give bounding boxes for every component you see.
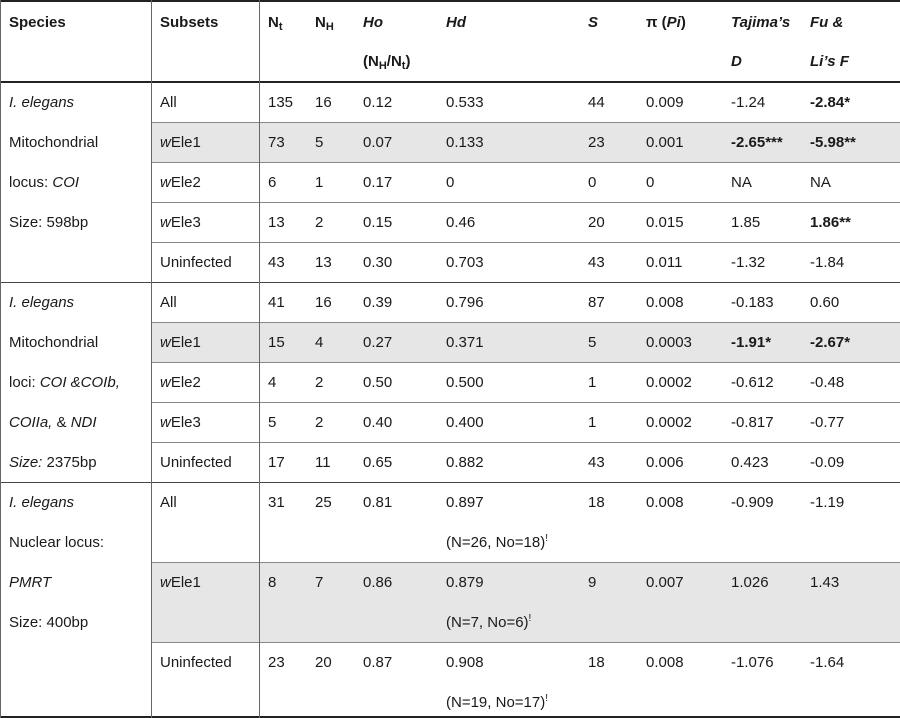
- table-top-rule: [0, 0, 900, 2]
- cell-pi: 0.007: [646, 574, 684, 591]
- species-label-line: Size: 400bp: [9, 614, 89, 631]
- cell-nt: 17: [268, 454, 285, 471]
- cell-ho: 0.30: [363, 254, 393, 271]
- header-fuli-2: Li’s F: [810, 53, 849, 70]
- row-divider: [151, 322, 900, 323]
- cell-nt: 43: [268, 254, 285, 271]
- cell-pi: 0.0002: [646, 374, 692, 391]
- header-species: Species: [9, 14, 66, 31]
- cell-ho: 0.15: [363, 214, 393, 231]
- header-tajima: Tajima’s: [731, 14, 791, 31]
- group-divider: [0, 282, 900, 283]
- cell-pi: 0.008: [646, 294, 684, 311]
- cell-pi: 0.0002: [646, 414, 692, 431]
- cell-nh: 2: [315, 214, 324, 231]
- cell-tajima: -1.24: [731, 94, 766, 111]
- cell-tajima: -2.65***: [731, 134, 783, 151]
- cell-nh: 2: [315, 374, 324, 391]
- cell-pi: 0: [646, 174, 655, 191]
- header-tajima-2: D: [731, 53, 742, 70]
- row-divider: [151, 442, 900, 443]
- row-divider: [151, 402, 900, 403]
- row-divider: [151, 162, 900, 163]
- cell-s: 18: [588, 494, 605, 511]
- cell-fuli: 1.43: [810, 574, 840, 591]
- cell-s: 1: [588, 414, 597, 431]
- row-divider: [151, 202, 900, 203]
- cell-nt: 6: [268, 174, 277, 191]
- cell-tajima: -0.183: [731, 294, 774, 311]
- cell-nt: 135: [268, 94, 294, 111]
- cell-hd-note: (N=19, No=17)!: [446, 693, 549, 711]
- cell-pi: 0.006: [646, 454, 684, 471]
- cell-hd: 0.533: [446, 94, 484, 111]
- cell-tajima: -0.612: [731, 374, 774, 391]
- header-hd: Hd: [446, 14, 466, 31]
- species-label-line: COIIa, & NDI: [9, 414, 97, 431]
- cell-fuli: -0.48: [810, 374, 845, 391]
- subset-cell: wEle3: [160, 414, 201, 431]
- cell-fuli: -1.19: [810, 494, 845, 511]
- species-column-divider: [151, 0, 152, 718]
- cell-nh: 1: [315, 174, 324, 191]
- cell-nh: 4: [315, 334, 324, 351]
- subset-column-divider: [259, 0, 260, 718]
- cell-ho: 0.40: [363, 414, 393, 431]
- cell-s: 0: [588, 174, 597, 191]
- cell-pi: 0.011: [646, 254, 683, 271]
- cell-hd: 0.879: [446, 574, 484, 591]
- cell-nt: 73: [268, 134, 285, 151]
- subset-cell: Uninfected: [160, 654, 232, 671]
- subset-cell: wEle1: [160, 574, 201, 591]
- cell-s: 43: [588, 254, 605, 271]
- cell-ho: 0.27: [363, 334, 393, 351]
- cell-nt: 31: [268, 494, 285, 511]
- row-divider: [151, 642, 900, 643]
- cell-s: 1: [588, 374, 597, 391]
- header-ho-formula: $(N_H/N_t)$: [363, 53, 411, 72]
- cell-fuli: -0.77: [810, 414, 845, 431]
- row-divider: [151, 122, 900, 123]
- subset-cell: Uninfected: [160, 254, 232, 271]
- cell-ho: 0.12: [363, 94, 393, 111]
- subset-cell: wEle1: [160, 134, 201, 151]
- cell-tajima: 1.026: [731, 574, 769, 591]
- cell-nt: 41: [268, 294, 285, 311]
- cell-pi: 0.015: [646, 214, 684, 231]
- subset-cell: wEle2: [160, 374, 201, 391]
- cell-hd: 0.703: [446, 254, 484, 271]
- cell-nh: 25: [315, 494, 332, 511]
- cell-ho: 0.87: [363, 654, 393, 671]
- cell-tajima: -1.076: [731, 654, 774, 671]
- cell-tajima: 1.85: [731, 214, 761, 231]
- cell-s: 5: [588, 334, 597, 351]
- subset-cell: wEle3: [160, 214, 201, 231]
- cell-nh: 16: [315, 294, 332, 311]
- cell-ho: 0.50: [363, 374, 393, 391]
- species-label-line: locus: COI: [9, 174, 80, 191]
- cell-s: 23: [588, 134, 605, 151]
- row-divider: [151, 562, 900, 563]
- cell-fuli: NA: [810, 174, 831, 191]
- header-nt: $N_t$: [268, 14, 283, 33]
- cell-pi: 0.0003: [646, 334, 692, 351]
- cell-fuli: 1.86**: [810, 214, 851, 231]
- cell-ho: 0.81: [363, 494, 393, 511]
- cell-nh: 13: [315, 254, 332, 271]
- species-label-line: Size: 598bp: [9, 214, 89, 231]
- cell-nh: 5: [315, 134, 324, 151]
- cell-ho: 0.65: [363, 454, 393, 471]
- cell-tajima: -1.91*: [731, 334, 772, 351]
- header-nh: $N_H$: [315, 14, 334, 33]
- cell-hd: 0.400: [446, 414, 484, 431]
- subset-cell: All: [160, 494, 177, 511]
- cell-s: 18: [588, 654, 605, 671]
- cell-nt: 23: [268, 654, 285, 671]
- species-label-line: I. elegans: [9, 494, 75, 511]
- cell-fuli: -1.64: [810, 654, 845, 671]
- cell-hd: 0.500: [446, 374, 484, 391]
- cell-pi: 0.001: [646, 134, 684, 151]
- cell-pi: 0.009: [646, 94, 684, 111]
- species-label-line: PMRT: [9, 574, 52, 591]
- cell-nh: 11: [315, 454, 331, 471]
- row-divider: [151, 242, 900, 243]
- cell-hd: 0.897: [446, 494, 484, 511]
- cell-fuli: -2.84*: [810, 94, 851, 111]
- cell-hd: 0.908: [446, 654, 484, 671]
- cell-hd-note: (N=7, No=6)!: [446, 613, 532, 631]
- cell-nh: 7: [315, 574, 324, 591]
- species-label-line: I. elegans: [9, 94, 75, 111]
- group-divider: [0, 482, 900, 483]
- cell-nt: 5: [268, 414, 277, 431]
- header-ho: Ho: [363, 14, 383, 31]
- cell-tajima: 0.423: [731, 454, 769, 471]
- header-pi: π (Pi): [646, 14, 686, 31]
- species-label-line: Nuclear locus:: [9, 534, 105, 551]
- cell-hd: 0.46: [446, 214, 476, 231]
- cell-ho: 0.39: [363, 294, 393, 311]
- cell-hd: 0.371: [446, 334, 484, 351]
- left-border: [0, 0, 1, 718]
- cell-nh: 16: [315, 94, 332, 111]
- cell-ho: 0.86: [363, 574, 393, 591]
- subset-cell: All: [160, 94, 177, 111]
- species-label-line: Size: 2375bp: [9, 454, 97, 471]
- cell-hd: 0.133: [446, 134, 484, 151]
- species-label-line: Mitochondrial: [9, 334, 99, 351]
- cell-nt: 15: [268, 334, 285, 351]
- cell-tajima: -0.909: [731, 494, 774, 511]
- cell-s: 20: [588, 214, 605, 231]
- cell-fuli: -1.84: [810, 254, 845, 271]
- cell-hd: 0.796: [446, 294, 484, 311]
- cell-nt: 4: [268, 374, 277, 391]
- cell-hd-note: (N=26, No=18)!: [446, 533, 549, 551]
- cell-tajima: NA: [731, 174, 752, 191]
- cell-hd: 0.882: [446, 454, 484, 471]
- cell-ho: 0.17: [363, 174, 393, 191]
- cell-hd: 0: [446, 174, 455, 191]
- cell-pi: 0.008: [646, 654, 684, 671]
- header-subsets: Subsets: [160, 14, 219, 31]
- subset-cell: All: [160, 294, 177, 311]
- cell-s: 43: [588, 454, 605, 471]
- cell-pi: 0.008: [646, 494, 684, 511]
- cell-nt: 13: [268, 214, 285, 231]
- row-shading: [152, 123, 900, 162]
- cell-nh: 20: [315, 654, 332, 671]
- cell-ho: 0.07: [363, 134, 393, 151]
- subset-cell: wEle2: [160, 174, 201, 191]
- header-fuli: Fu &: [810, 14, 844, 31]
- cell-tajima: -1.32: [731, 254, 766, 271]
- species-label-line: I. elegans: [9, 294, 75, 311]
- subset-cell: wEle1: [160, 334, 201, 351]
- cell-tajima: -0.817: [731, 414, 774, 431]
- header-bottom-rule: [0, 81, 900, 83]
- cell-nh: 2: [315, 414, 324, 431]
- cell-fuli: 0.60: [810, 294, 840, 311]
- cell-nt: 8: [268, 574, 277, 591]
- species-label-line: Mitochondrial: [9, 134, 99, 151]
- cell-fuli: -0.09: [810, 454, 845, 471]
- cell-fuli: -5.98**: [810, 134, 856, 151]
- cell-fuli: -2.67*: [810, 334, 851, 351]
- subset-cell: Uninfected: [160, 454, 232, 471]
- cell-s: 44: [588, 94, 605, 111]
- cell-s: 87: [588, 294, 605, 311]
- species-label-line: loci: COI &COIb,: [9, 374, 120, 391]
- row-shading: [152, 323, 900, 362]
- header-s: S: [588, 14, 599, 31]
- cell-s: 9: [588, 574, 597, 591]
- row-divider: [151, 362, 900, 363]
